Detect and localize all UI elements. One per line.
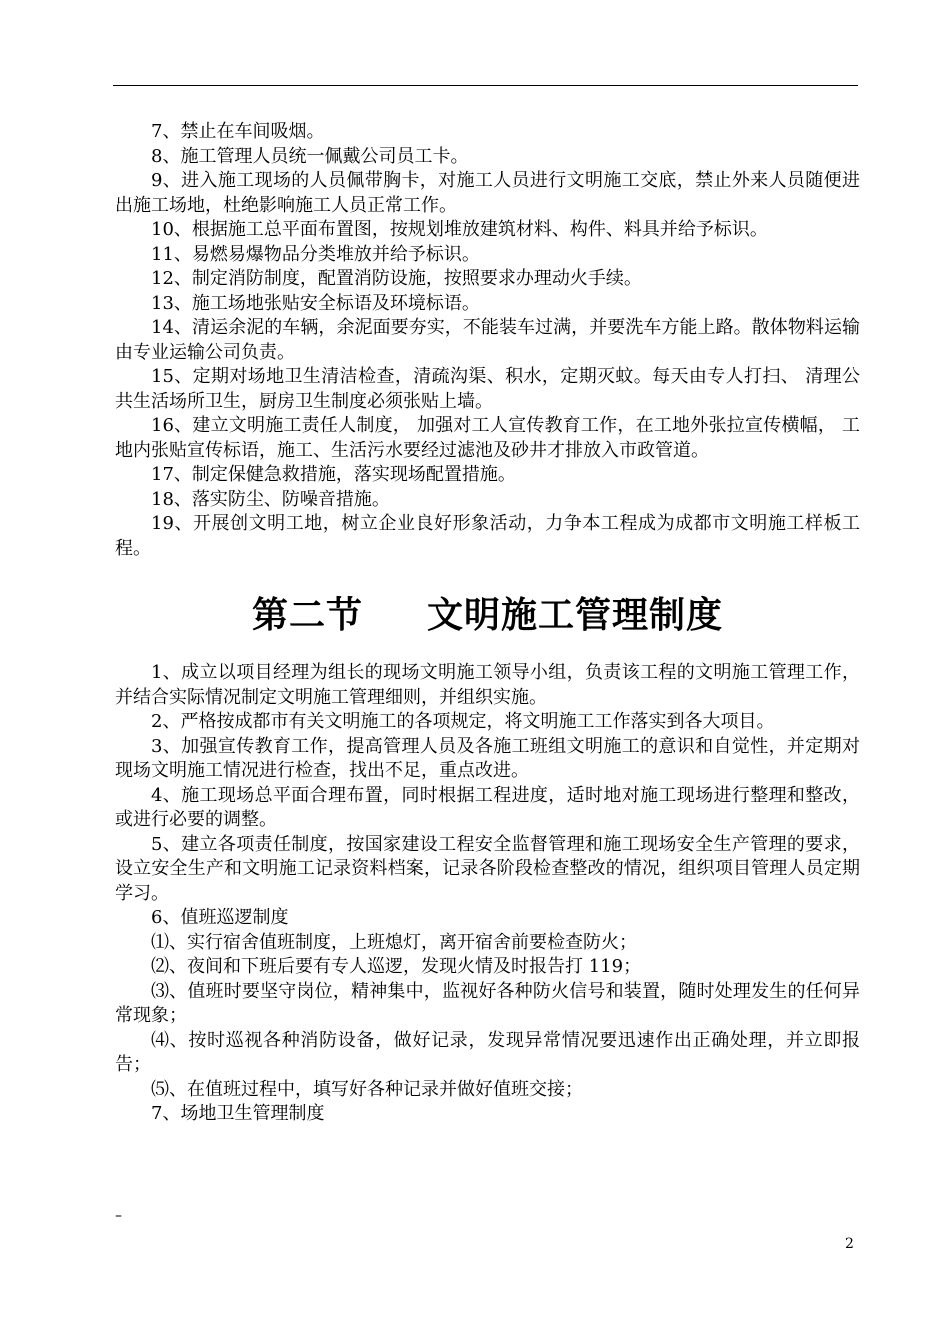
paragraph: 11、易燃易爆物品分类堆放并给予标识。	[151, 243, 480, 265]
document-body	[115, 120, 860, 1127]
paragraph: 18、落实防尘、防噪音措施。	[151, 488, 390, 510]
paragraph: 14、清运余泥的车辆，余泥面要夯实，不能装车过满，并要洗车方能上路。散体物料运输由专业运输公司负责。	[115, 317, 860, 363]
paragraph: 3、加强宣传教育工作，提高管理人员及各施工班组文明施工的意识和自觉性，并定期对现场文明施工情况进行检查，找出不足，重点改进。	[115, 735, 860, 781]
paragraph: 15、定期对场地卫生清洁检查，清疏沟渠、积水，定期灭蚊。每天由专人打扫、 清理公共生活场所卫生，厨房卫生制度必须张贴上墙。	[115, 366, 860, 412]
paragraph: ⑶、值班时要坚守岗位，精神集中，监视好各种防火信号和装置，随时处理发生的任何异常现象；	[115, 980, 860, 1026]
footer-dash: –	[115, 1208, 122, 1224]
paragraph: 19、开展创文明工地，树立企业良好形象活动，力争本工程成为成都市文明施工样板工程。	[115, 513, 860, 559]
section-heading	[115, 593, 860, 639]
paragraph: 6、值班巡逻制度	[151, 907, 289, 928]
paragraph: 13、施工场地张贴安全标语及环境标语。	[151, 292, 480, 314]
paragraph: ⑴、实行宿舍值班制度，上班熄灯，离开宿舍前要检查防火；	[151, 931, 637, 953]
paragraph-group-top	[115, 120, 860, 561]
paragraph: 4、施工现场总平面合理布置，同时根据工程进度，适时地对施工现场进行整理和整改，或进行必要的调整。	[115, 784, 860, 830]
paragraph: 12、制定消防制度，配置消防设施，按照要求办理动火手续。	[151, 268, 642, 289]
paragraph: 10、根据施工总平面布置图，按规划堆放建筑材料、构件、料具并给予标识。	[151, 219, 768, 240]
section-number: 第二节	[251, 595, 363, 636]
paragraph-group-bottom	[115, 661, 860, 1127]
paragraph: 16、建立文明施工责任人制度， 加强对工人宣传教育工作，在工地外张拉宣传横幅， 工地内张贴宣传标语，施工、生活污水要经过滤池及砂井才排放入市政管道。	[115, 415, 860, 461]
paragraph: 7、场地卫生管理制度	[151, 1103, 325, 1124]
paragraph: 9、进入施工现场的人员佩带胸卡，对施工人员进行文明施工交底，禁止外来人员随便进出施工场地，杜绝影响施工人员正常工作。	[115, 170, 860, 216]
paragraph: 1、成立以项目经理为组长的现场文明施工领导小组，负责该工程的文明施工管理工作，并结合实际情况制定文明施工管理细则，并组织实施。	[115, 662, 860, 708]
section-title: 文明施工管理制度	[427, 595, 724, 636]
paragraph: ⑵、夜间和下班后要有专人巡逻，发现火情及时报告打 119；	[151, 956, 642, 977]
paragraph: 8、施工管理人员统一佩戴公司员工卡。	[151, 145, 469, 167]
paragraph: ⑷、按时巡视各种消防设备，做好记录，发现异常情况要迅速作出正确处理，并立即报告；	[115, 1029, 860, 1075]
page-number: 2	[845, 1236, 854, 1252]
paragraph: 2、严格按成都市有关文明施工的各项规定，将文明施工工作落实到各大项目。	[151, 711, 775, 732]
header-rule	[113, 85, 858, 86]
paragraph: 5、建立各项责任制度，按国家建设工程安全监督管理和施工现场安全生产管理的要求，设立安全生产和文明施工记录资料档案，记录各阶段检查整改的情况，组织项目管理人员定期学习。	[115, 833, 860, 904]
paragraph: ⑸、在值班过程中，填写好各种记录并做好值班交接；	[151, 1078, 583, 1100]
paragraph: 17、制定保健急救措施，落实现场配置措施。	[151, 464, 516, 485]
paragraph: 7、禁止在车间吸烟。	[151, 121, 325, 142]
